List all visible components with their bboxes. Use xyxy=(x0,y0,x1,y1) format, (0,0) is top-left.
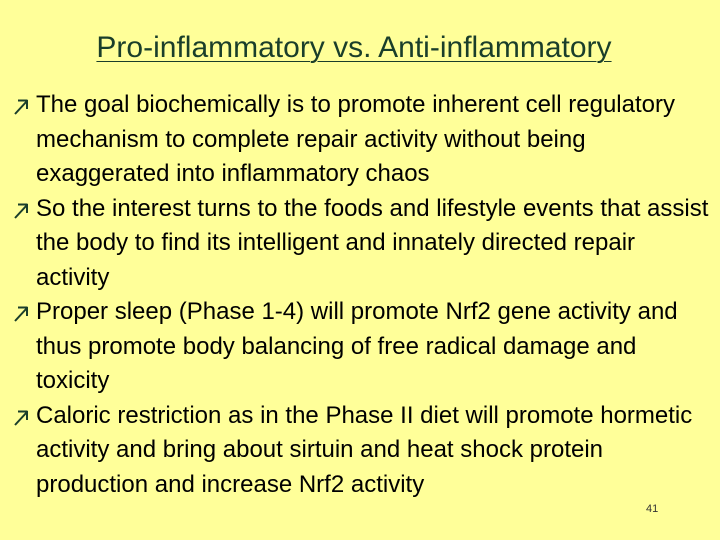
arrow-bullet-icon xyxy=(10,295,34,330)
arrow-bullet-icon xyxy=(10,88,34,123)
bullet-text: Caloric restriction as in the Phase II diet will promote hormetic activity and bring about sirtuin and heat shock protein production and increase Nrf2 activity xyxy=(36,401,693,498)
bullet-list xyxy=(10,88,710,502)
bullet-text: Proper sleep (Phase 1-4) will promote Nrf2 gene activity and thus promote body balancing of free radical damage and toxicity xyxy=(36,298,678,394)
bullet-item xyxy=(10,192,710,296)
slide-number: 41 xyxy=(646,503,659,515)
bullet-text: The goal biochemically is to promote inherent cell regulatory mechanism to complete repair activity without being exaggerated into inflammatory chaos xyxy=(36,91,675,187)
bullet-item xyxy=(10,88,710,192)
arrow-bullet-icon xyxy=(10,192,34,227)
slide-title: Pro-inflammatory vs. Anti-inflammatory xyxy=(96,31,612,64)
bullet-item xyxy=(10,295,710,399)
bullet-text: So the interest turns to the foods and lifestyle events that assist the body to find its intelligent and innately directed repair activity xyxy=(36,194,709,291)
bullet-item xyxy=(10,399,710,503)
arrow-bullet-icon xyxy=(10,399,34,434)
